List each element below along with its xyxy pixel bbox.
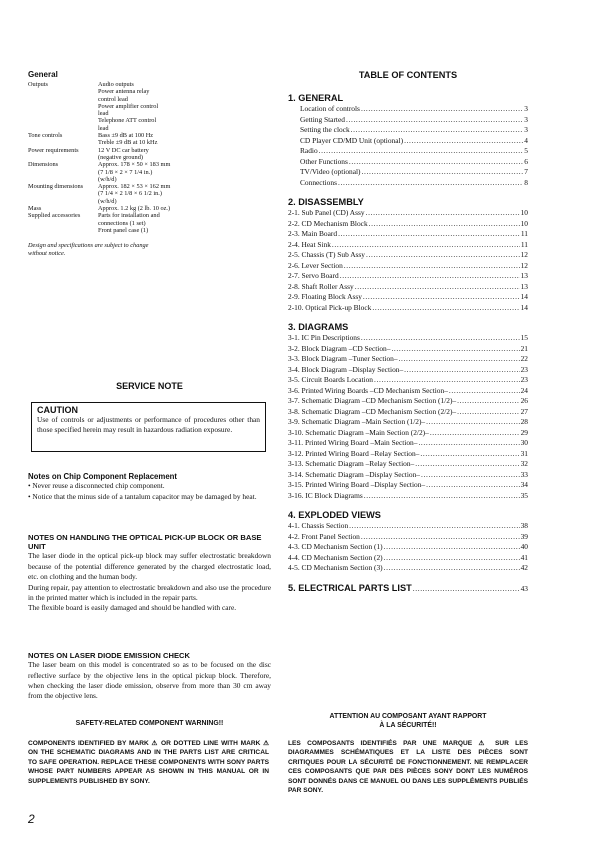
toc-entry-label: Radio — [300, 146, 318, 155]
optical-notes — [28, 533, 271, 614]
toc-entry-page: 12 — [520, 260, 528, 270]
toc-entry-page: 3 — [524, 125, 528, 134]
toc-leader-dots — [349, 521, 519, 532]
toc-leader-dots — [355, 282, 520, 293]
toc-leader-dots — [420, 449, 519, 460]
toc-entry[interactable] — [288, 449, 528, 460]
attention-title — [288, 713, 528, 730]
spec-value: Approx. 1.2 kg (2 lb. 10 oz.) — [98, 205, 171, 213]
spec-value: (w/h/d) — [98, 197, 117, 205]
toc-entry-label: 3-10. Schematic Diagram –Main Section (2/2)– — [288, 427, 429, 437]
toc-entry-label: 2-1. Sub Panel (CD) Assy — [288, 208, 365, 217]
laser-notes — [28, 651, 271, 702]
toc-entry-label: 2-4. Heat Sink — [288, 239, 331, 249]
toc-leader-dots — [366, 250, 520, 261]
toc-entry-label: 3-9. Schematic Diagram –Main Section (1/2)– — [288, 417, 426, 426]
toc-leader-dots — [457, 407, 520, 418]
toc-entry-label: 3-14. Schematic Diagram –Display Section– — [288, 469, 420, 479]
toc-entry[interactable] — [288, 396, 528, 407]
toc-entry-page: 15 — [520, 333, 528, 342]
spec-value: Parts for installation and — [98, 212, 160, 220]
toc-leader-dots — [418, 438, 519, 449]
toc-entry-label: Setting the clock — [300, 125, 350, 134]
toc-leader-dots — [404, 365, 519, 376]
toc-leader-dots — [349, 157, 523, 168]
toc-entry-page: 11 — [520, 239, 528, 249]
toc-entry-label: 4-5. CD Mechanism Section (3) — [288, 563, 383, 572]
toc-leader-dots — [366, 208, 520, 219]
toc-leader-dots — [421, 470, 520, 481]
toc-entry-page: 5 — [524, 146, 528, 155]
spec-values — [98, 132, 271, 147]
toc-entry-label: Connections — [300, 177, 337, 187]
toc-entry-page: 23 — [520, 364, 528, 374]
spec-row — [28, 183, 271, 205]
toc-entry[interactable] — [288, 125, 528, 136]
toc-entry-label: Getting Started — [300, 114, 345, 124]
attention-title-line: ATTENTION AU COMPOSANT AYANT RAPPORT — [329, 713, 487, 720]
attention-text: LES COMPOSANTS IDENTIFIÉS PAR UNE MARQUE ⚠ SUR LES DIAGRAMMES SCHÉMATIQUES ET LA LISTE DES PIÈCES SONT CRITIQUES POUR LA SÉCURITÉ DE FONCTIONNEMENT. NE REMPLACER CES COMPOSANTS QUE PAR DES PIÈCES SONY DONT LES NUMÉROS SONT DONNÉS DANS CE MANUEL OU DANS LES SUPPLÉMENTS PUBLIÉS PAR SONY. — [288, 740, 528, 795]
toc-leader-dots — [319, 146, 524, 157]
toc-leader-dots — [369, 219, 520, 230]
spec-value: Power antenna relay — [98, 88, 150, 96]
toc-leader-dots — [391, 344, 519, 355]
optical-notes-text: The flexible board is easily damaged and should be handled with care. — [28, 603, 237, 613]
toc-entry-page: 27 — [520, 406, 528, 416]
toc-section — [288, 197, 528, 313]
toc-entry-page: 14 — [520, 302, 528, 312]
spec-list — [28, 81, 271, 234]
safety-text: COMPONENTS IDENTIFIED BY MARK ⚠ OR DOTTED LINE WITH MARK ⚠ ON THE SCHEMATIC DIAGRAMS AND IN THE PARTS LIST ARE CRITICAL TO SAFE OPERATION. REPLACE THESE COMPONENTS WITH SONY PARTS WHOSE PART NUMBERS APPEAR AS SHOWN IN THIS MANUAL OR IN SUPPLEMENTS PUBLISHED BY SONY. — [28, 740, 269, 785]
toc-entry-page: 13 — [520, 281, 528, 291]
laser-notes-title: NOTES ON LASER DIODE EMISSION CHECK — [28, 651, 191, 660]
toc-entry-label: 2-8. Shaft Roller Assy — [288, 281, 354, 291]
toc-entry-page: 39 — [520, 531, 528, 541]
toc-entry-page: 24 — [520, 385, 528, 395]
toc-entry-page: 12 — [520, 250, 528, 259]
toc-entry-label: 2-5. Chassis (T) Sub Assy — [288, 250, 365, 259]
toc-leader-dots — [346, 115, 523, 126]
spec-value: (7 1/8 × 2 × 7 1/4 in.) — [98, 168, 153, 176]
chip-notes — [28, 472, 271, 502]
page-number: 2 — [28, 812, 35, 826]
toc-entry-label: 4-1. Chassis Section — [288, 521, 349, 530]
toc-entry[interactable] — [288, 470, 528, 481]
general-specs — [28, 70, 271, 257]
toc-entry[interactable] — [288, 521, 528, 532]
toc-leader-dots — [430, 428, 520, 439]
toc-entry[interactable] — [288, 333, 528, 344]
toc-entry-label: 3-1. IC Pin Descriptions — [288, 333, 360, 342]
toc-entry[interactable] — [288, 542, 528, 553]
toc-entry[interactable] — [288, 157, 528, 168]
toc-entry[interactable] — [288, 240, 528, 251]
toc-entry[interactable] — [288, 167, 528, 178]
toc-sections — [288, 93, 528, 574]
toc-entry-page: 14 — [520, 292, 528, 301]
optical-notes-text: The laser diode in the optical pick-up block may suffer electrostatic breakdown because of the potential difference generated by the charged electrostatic load, etc. on clothing and the human body. — [28, 551, 271, 582]
general-title: General — [28, 70, 58, 79]
toc-entry[interactable] — [288, 250, 528, 261]
toc-entry-label: 3-13. Schematic Diagram –Relay Section– — [288, 459, 415, 468]
chip-notes-title: Notes on Chip Component Replacement — [28, 472, 178, 481]
spec-values — [98, 183, 271, 205]
spec-row — [28, 205, 271, 212]
caution-text: Use of controls or adjustments or performance of procedures other than those specified herein may result in hazardous radiation exposure. — [37, 415, 260, 434]
toc-entry[interactable] — [288, 104, 528, 115]
toc-entry-label: Other Functions — [300, 156, 348, 166]
toc-entry-label: 2-7. Servo Board — [288, 271, 339, 280]
toc-entry-page: 31 — [520, 448, 528, 458]
toc-leader-dots — [332, 240, 520, 251]
spec-value: lead — [98, 110, 109, 118]
toc-section-title: 2. DISASSEMBLY — [288, 197, 364, 207]
toc-entry-page: 3 — [524, 114, 528, 124]
toc-entry-page: 40 — [520, 542, 528, 551]
toc-entry-page: 7 — [524, 167, 528, 176]
toc-final-title: 5. ELECTRICAL PARTS LIST — [288, 582, 412, 593]
optical-notes-title: NOTES ON HANDLING THE OPTICAL PICK-UP BLOCK OR BASE UNIT — [28, 533, 262, 552]
toc-section — [288, 510, 528, 574]
toc-entry[interactable] — [288, 428, 528, 439]
toc-entry[interactable] — [288, 229, 528, 240]
spec-row — [28, 81, 271, 132]
spec-label: Dimensions — [28, 161, 59, 169]
toc-entry-label: 3-5. Circuit Boards Location — [288, 375, 373, 384]
toc-leader-dots — [361, 532, 520, 543]
table-of-contents — [288, 70, 528, 594]
spec-label: Mounting dimensions — [28, 183, 84, 191]
spec-values — [98, 205, 271, 212]
toc-entry[interactable] — [288, 282, 528, 293]
spec-values — [98, 161, 271, 183]
toc-entry-label: 4-4. CD Mechanism Section (2) — [288, 552, 383, 562]
toc-leader-dots — [449, 386, 520, 397]
toc-entry[interactable] — [288, 115, 528, 126]
toc-entry[interactable] — [288, 438, 528, 449]
spec-row — [28, 212, 271, 234]
toc-entry-page: 23 — [520, 375, 528, 384]
toc-entry-page: 26 — [520, 396, 528, 405]
toc-entry-label: 3-12. Printed Wiring Board –Relay Section– — [288, 448, 420, 458]
spec-label: Power requirements — [28, 146, 79, 154]
toc-leader-dots — [413, 584, 520, 593]
toc-entry-label: 2-10. Optical Pick-up Block — [288, 302, 372, 312]
toc-entry-label: 3-11. Printed Wiring Board –Main Section– — [288, 438, 418, 447]
toc-entry[interactable] — [288, 417, 528, 428]
toc-leader-dots — [351, 125, 524, 136]
toc-entry-page: 30 — [520, 438, 528, 447]
toc-entry[interactable] — [288, 553, 528, 564]
toc-entry-page: 35 — [520, 490, 528, 500]
chip-note-item: • Never reuse a disconnected chip component. — [28, 481, 165, 491]
attention-title-line: À LA SÉCURITÉ!! — [379, 721, 437, 729]
toc-leader-dots — [363, 292, 520, 303]
toc-entry[interactable] — [288, 146, 528, 157]
toc-final-page: 43 — [520, 583, 528, 593]
toc-leader-dots — [364, 491, 520, 502]
toc-entry-page: 32 — [520, 459, 528, 468]
spec-value: Approx. 178 × 50 × 183 mm — [98, 161, 171, 169]
toc-entry[interactable] — [288, 459, 528, 470]
spec-value: Power amplifier control — [98, 102, 159, 110]
toc-entry[interactable] — [288, 261, 528, 272]
toc-entry-label: CD Player CD/MD Unit (optional) — [300, 135, 404, 145]
toc-entry[interactable] — [288, 563, 528, 574]
toc-entry-page: 29 — [520, 427, 528, 437]
toc-entry-label: 3-7. Schematic Diagram –CD Mechanism Section (1/2)– — [288, 396, 457, 405]
toc-leader-dots — [362, 167, 524, 178]
toc-entry-label: 3-15. Printed Wiring Board –Display Section– — [288, 480, 426, 489]
toc-entry[interactable] — [288, 136, 528, 147]
toc-entry-page: 28 — [520, 417, 528, 426]
toc-entry-label: 2-6. Lever Section — [288, 260, 343, 270]
spec-value: 12 V DC car battery — [98, 146, 149, 154]
toc-section-title: 4. EXPLODED VIEWS — [288, 510, 381, 520]
spec-row — [28, 132, 271, 147]
toc-entry-label: 4-2. Front Panel Section — [288, 531, 360, 541]
toc-leader-dots — [338, 229, 520, 240]
toc-entry[interactable] — [288, 491, 528, 502]
toc-entry-page: 22 — [520, 354, 528, 363]
toc-entry-label: 3-16. IC Block Diagrams — [288, 490, 363, 500]
toc-leader-dots — [426, 480, 520, 491]
toc-entry-page: 8 — [524, 177, 528, 187]
toc-entry[interactable] — [288, 407, 528, 418]
toc-entry-page: 42 — [520, 563, 528, 572]
toc-entry-label: TV/Video (optional) — [300, 167, 361, 176]
toc-entry-page: 4 — [524, 135, 528, 145]
toc-entry-page: 6 — [524, 156, 528, 166]
toc-entry[interactable] — [288, 303, 528, 314]
toc-entry-page: 34 — [520, 480, 528, 489]
toc-leader-dots — [361, 333, 520, 344]
toc-entry-label: 3-8. Schematic Diagram –CD Mechanism Section (2/2)– — [288, 406, 457, 416]
toc-entry-label: 3-4. Block Diagram –Display Section– — [288, 364, 404, 374]
toc-entry[interactable] — [288, 292, 528, 303]
toc-entry-page: 11 — [520, 229, 528, 238]
toc-leader-dots — [415, 459, 519, 470]
toc-section — [288, 93, 528, 188]
toc-entry-page: 41 — [520, 552, 528, 562]
toc-entry[interactable] — [288, 178, 528, 189]
laser-notes-text: The laser beam on this model is concentrated so as to be focused on the disc reflective surface by the objective lens in the optical pickup block. Therefore, when checking the laser diode emission, observe from more than 30 cm away from the objective lens. — [28, 660, 271, 701]
spec-value: Approx. 182 × 53 × 162 mm — [98, 183, 171, 191]
toc-entry-label: 3-6. Printed Wiring Boards –CD Mechanism Section– — [288, 385, 448, 395]
spec-values — [98, 212, 271, 234]
toc-leader-dots — [384, 563, 520, 574]
spec-label: Tone controls — [28, 132, 63, 140]
toc-entry-page: 10 — [520, 208, 528, 217]
spec-values — [98, 147, 271, 162]
toc-entry-label: 2-2. CD Mechanism Block — [288, 218, 368, 228]
caution-title: CAUTION — [37, 405, 78, 415]
spec-value: Bass ±9 dB at 100 Hz — [98, 132, 154, 140]
toc-entry-label: 2-3. Main Board — [288, 229, 338, 238]
caution-box — [31, 402, 266, 452]
toc-entry[interactable] — [288, 532, 528, 543]
service-note-title: SERVICE NOTE — [116, 381, 183, 391]
spec-row — [28, 147, 271, 162]
toc-entry[interactable] — [288, 386, 528, 397]
toc-entry-page: 3 — [524, 104, 528, 113]
spec-value: (negative ground) — [98, 153, 143, 161]
toc-entry-label: 2-9. Floating Block Assy — [288, 292, 362, 301]
toc-entry[interactable] — [288, 375, 528, 386]
spec-value: (w/h/d) — [98, 175, 117, 183]
toc-leader-dots — [338, 178, 523, 189]
spec-value: connections (1 set) — [98, 219, 146, 227]
toc-section-title: 3. DIAGRAMS — [288, 322, 349, 332]
toc-entry-label: 3-2. Block Diagram –CD Section– — [288, 343, 391, 353]
toc-entry[interactable] — [288, 354, 528, 365]
toc-section-title: 1. GENERAL — [288, 93, 344, 103]
spec-value: Audio outputs — [98, 81, 134, 88]
toc-entry[interactable] — [288, 219, 528, 230]
toc-final-entry[interactable] — [288, 583, 528, 594]
toc-leader-dots — [340, 271, 520, 282]
spec-label: Outputs — [28, 81, 48, 88]
toc-leader-dots — [399, 354, 520, 365]
toc-entry-page: 21 — [520, 343, 528, 353]
spec-label: Supplied accessories — [28, 212, 81, 220]
spec-row — [28, 161, 271, 183]
toc-section — [288, 322, 528, 501]
toc-leader-dots — [457, 396, 520, 407]
toc-leader-dots — [384, 553, 520, 564]
toc-entry[interactable] — [288, 365, 528, 376]
toc-leader-dots — [426, 417, 520, 428]
spec-value: lead — [98, 124, 109, 132]
toc-entry-page: 10 — [520, 218, 528, 228]
spec-value: Telephone ATT control — [98, 117, 157, 125]
toc-entry-label: 3-3. Block Diagram –Tuner Section– — [288, 354, 398, 363]
toc-leader-dots — [344, 261, 520, 272]
spec-value: control lead — [98, 95, 128, 103]
toc-entry[interactable] — [288, 480, 528, 491]
toc-entry-label: 4-3. CD Mechanism Section (1) — [288, 542, 383, 551]
toc-title: TABLE OF CONTENTS — [358, 70, 458, 80]
safety-title: SAFETY-RELATED COMPONENT WARNING!! — [75, 720, 224, 727]
toc-entry-page: 33 — [520, 469, 528, 479]
toc-entry[interactable] — [288, 344, 528, 355]
spec-values — [98, 81, 271, 132]
toc-entry-label: Location of controls — [300, 104, 360, 113]
toc-entry[interactable] — [288, 271, 528, 282]
toc-leader-dots — [372, 303, 519, 314]
toc-leader-dots — [374, 375, 520, 386]
toc-leader-dots — [404, 136, 523, 147]
toc-leader-dots — [361, 104, 523, 115]
spec-value: Front panel case (1) — [98, 226, 149, 234]
spec-value: (7 1/4 × 2 1/8 × 6 1/2 in.) — [98, 190, 162, 198]
toc-entry-page: 38 — [520, 521, 528, 530]
toc-entry[interactable] — [288, 208, 528, 219]
optical-notes-text: During repair, pay attention to electrostatic breakdown and also use the procedure in the printed matter which is included in the repair parts. — [28, 582, 271, 603]
toc-leader-dots — [384, 542, 520, 553]
spec-label: Mass — [28, 205, 42, 213]
chip-note-item: • Notice that the minus side of a tantalum capacitor may be damaged by heat. — [28, 491, 257, 501]
toc-entry-page: 13 — [520, 271, 528, 280]
disclaimer: Design and specifications are subject to change without notice. — [28, 242, 149, 257]
spec-value: Treble ±9 dB at 10 kHz — [98, 139, 158, 147]
